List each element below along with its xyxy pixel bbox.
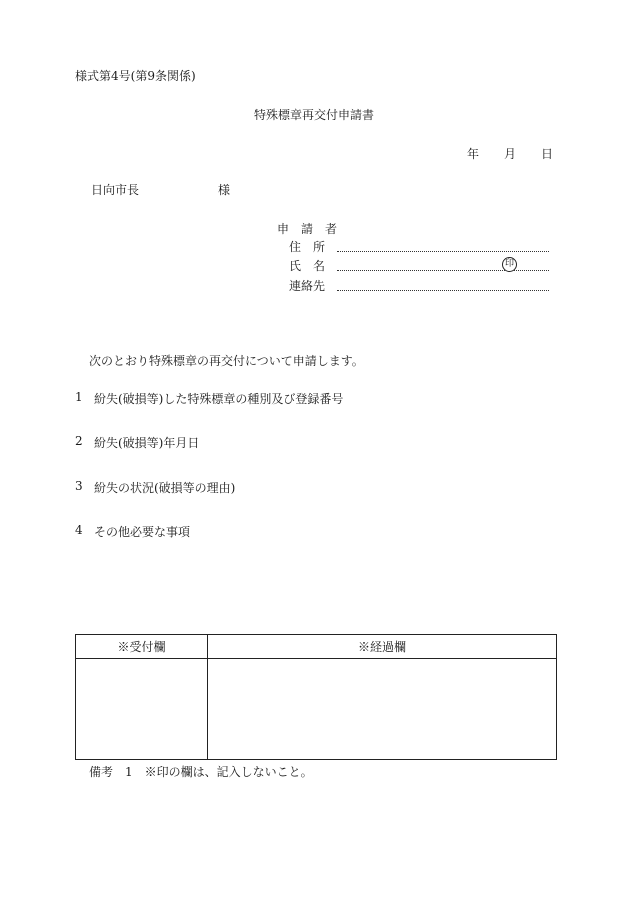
item-1-text: 紛失(破損等)した特殊標章の種別及び登録番号	[94, 392, 344, 406]
address-field-line	[337, 251, 549, 252]
document-title: 特殊標章再交付申請書	[254, 108, 375, 122]
addressee-honorific: 様	[218, 183, 231, 197]
item-4-number: 4	[75, 523, 83, 537]
applicant-heading: 申 請 者	[277, 222, 338, 236]
seal-mark-icon: 印	[502, 257, 517, 272]
item-3-number: 3	[75, 479, 83, 493]
address-label: 住 所	[289, 240, 326, 254]
office-use-header-row	[76, 635, 557, 659]
intro-text: 次のとおり特殊標章の再交付について申請します。	[89, 354, 364, 368]
office-use-table	[75, 634, 557, 760]
reception-cell	[76, 659, 208, 760]
name-label: 氏 名	[289, 259, 326, 273]
item-2-text: 紛失(破損等)年月日	[94, 436, 200, 450]
item-3-text: 紛失の状況(破損等の理由)	[94, 481, 236, 495]
name-field-line	[337, 270, 549, 271]
item-1-number: 1	[75, 390, 83, 404]
office-use-body-row	[76, 659, 557, 760]
item-4-text: その他必要な事項	[94, 525, 191, 539]
contact-field-line	[337, 290, 549, 291]
form-number: 様式第4号(第9条関係)	[75, 69, 196, 83]
reception-column-header: ※受付欄	[76, 635, 208, 659]
remarks-note: 備考 1 ※印の欄は、記入しないこと。	[89, 765, 313, 779]
progress-column-header: ※経過欄	[208, 635, 557, 659]
date-year-label: 年	[467, 147, 480, 161]
date-month-label: 月	[504, 147, 517, 161]
date-day-label: 日	[541, 147, 554, 161]
progress-cell	[208, 659, 557, 760]
item-2-number: 2	[75, 434, 83, 448]
contact-label: 連絡先	[289, 279, 326, 293]
addressee-name: 日向市長	[91, 183, 140, 197]
